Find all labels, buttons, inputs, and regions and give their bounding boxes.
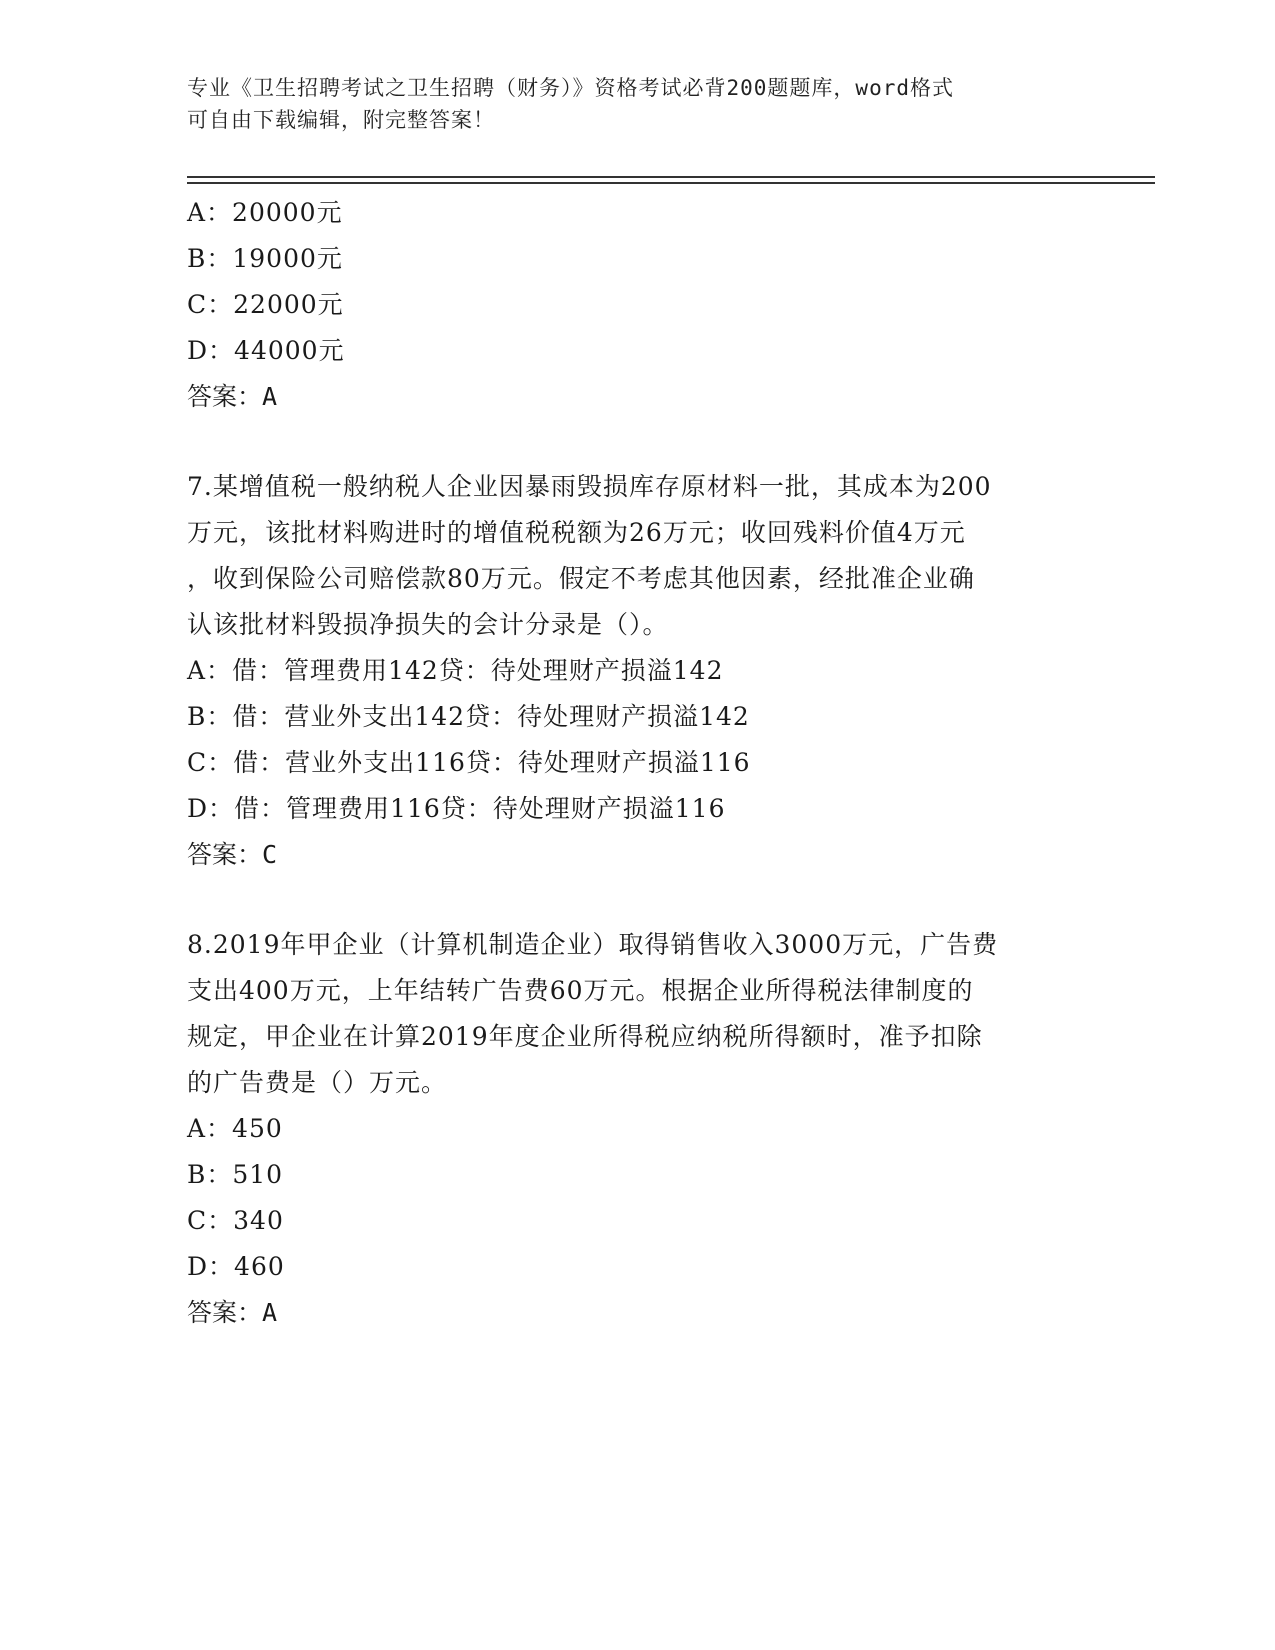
question-stem-line: 规定，甲企业在计算2019年度企业所得税应纳税所得额时，准予扣除 [187, 1022, 983, 1051]
question-stem-line: 支出400万元，上年结转广告费60万元。根据企业所得税法律制度的 [187, 976, 974, 1005]
question-8 [187, 922, 1087, 1336]
question-7 [187, 464, 1087, 878]
header-divider-top [187, 176, 1155, 178]
option-a: A：20000元 [187, 198, 343, 227]
question-stem-line: 7.某增值税一般纳税人企业因暴雨毁损库存原材料一批，其成本为200 [187, 472, 992, 501]
answer-line: 答案：C [187, 840, 278, 869]
option-a: A：借：管理费用142贷：待处理财产损溢142 [187, 656, 724, 685]
question-stem-line: 8.2019年甲企业（计算机制造企业）取得销售收入3000万元，广告费 [187, 930, 999, 959]
answer-line: 答案：A [187, 382, 278, 411]
question-stem-line: ，收到保险公司赔偿款80万元。假定不考虑其他因素，经批准企业确 [187, 564, 975, 593]
header-title-line-2: 可自由下载编辑，附完整答案！ [187, 108, 495, 132]
option-c: C：22000元 [187, 290, 344, 319]
option-d: D：44000元 [187, 336, 345, 365]
header-title-line-1: 专业《卫生招聘考试之卫生招聘（财务）》资格考试必背200题题库，word格式 [187, 76, 954, 100]
question-stem-line: 认该批材料毁损净损失的会计分录是（）。 [187, 610, 669, 639]
option-d: D：460 [187, 1252, 285, 1281]
question-stem-line: 的广告费是（）万元。 [187, 1068, 448, 1097]
option-b: B：借：营业外支出142贷：待处理财产损溢142 [187, 702, 750, 731]
option-a: A：450 [187, 1114, 283, 1143]
option-c: C：340 [187, 1206, 284, 1235]
option-d: D：借：管理费用116贷：待处理财产损溢116 [187, 794, 726, 823]
document-body [187, 190, 1087, 1336]
option-b: B：510 [187, 1160, 284, 1189]
header-divider-bottom [187, 182, 1155, 184]
option-c: C：借：营业外支出116贷：待处理财产损溢116 [187, 748, 751, 777]
answer-line: 答案：A [187, 1298, 278, 1327]
question-stem-line: 万元，该批材料购进时的增值税税额为26万元；收回残料价值4万元 [187, 518, 966, 547]
option-b: B：19000元 [187, 244, 343, 273]
document-header [187, 72, 1067, 136]
question-6 [187, 190, 1087, 420]
